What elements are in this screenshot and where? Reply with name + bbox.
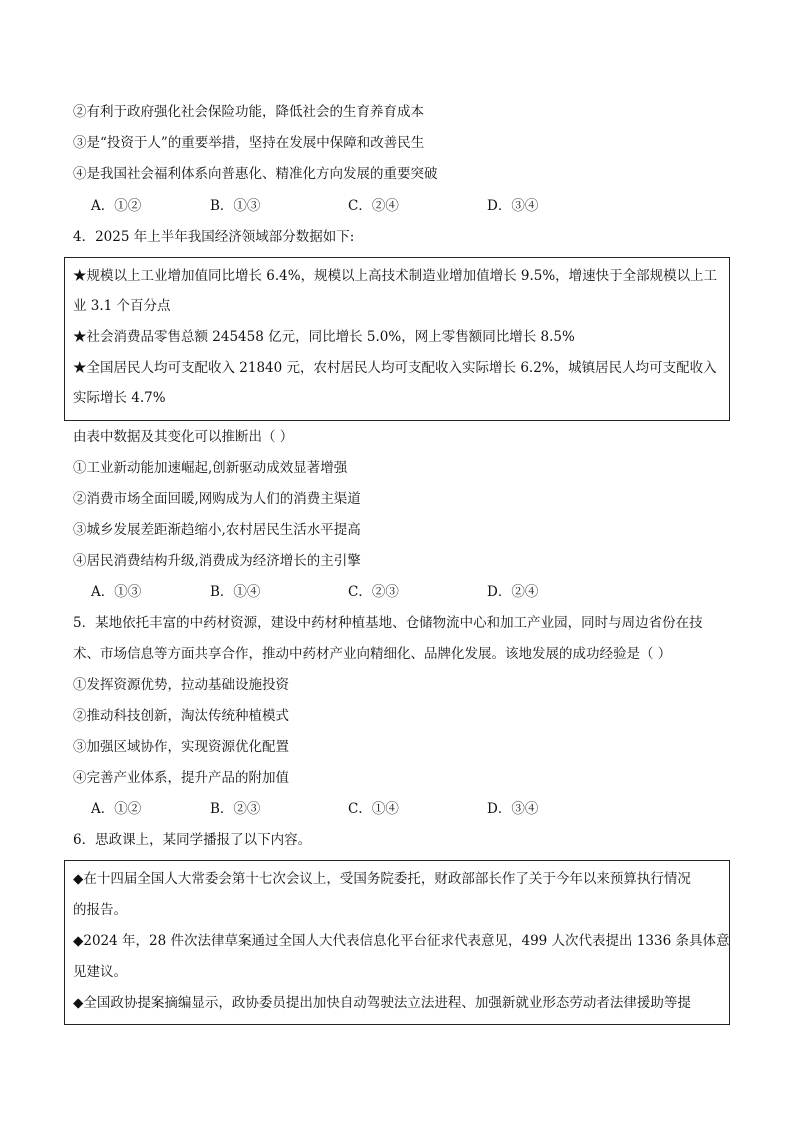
q5-option-b: B．②③ [210,801,261,817]
q4-data-box [64,257,730,421]
q4-box-line-2: 业 3.1 个百分点 [73,298,171,314]
q4-item-2: ②消费市场全面回暖,网购成为人们的消费主渠道 [73,491,361,507]
q4-box-line-1: ★规模以上工业增加值同比增长 6.4%，规模以上高技术制造业增加值增长 9.5%，增速快于全部规模以上工 [73,268,718,284]
q5-item-2: ②推动科技创新，淘汰传统种植模式 [73,708,289,724]
q4-option-b: B．①④ [210,584,261,600]
q3-item-3: ③是“投资于人”的重要举措，坚持在发展中保障和改善民生 [73,135,425,151]
q6-stem: 6．思政课上，某同学播报了以下内容。 [73,832,312,848]
q5-option-a: A．①② [91,801,142,817]
q6-box-line-1: ◆在十四届全国人大常委会第十七次会议上，受国务院委托，财政部部长作了关于今年以来预算执行情况 [73,871,691,887]
q5-stem-line-1: 5．某地依托丰富的中药材资源，建设中药材种植基地、仓储物流中心和加工产业园，同时与周边省份在技 [73,615,703,631]
q4-item-3: ③城乡发展差距渐趋缩小,农村居民生活水平提高 [73,522,361,538]
q6-box-line-3: ◆2024 年，28 件次法律草案通过全国人大代表信息化平台征求代表意见，499 人次代表提出 1336 条具体意 [73,933,730,949]
q4-option-c: C．②③ [348,584,399,600]
q3-item-4: ④是我国社会福利体系向普惠化、精准化方向发展的重要突破 [73,166,438,182]
q4-option-a: A．①③ [91,584,142,600]
q6-news-box [64,860,730,1025]
q3-option-b: B．①③ [210,198,261,214]
q3-option-d: D．③④ [487,198,539,214]
q3-option-c: C．②④ [348,198,399,214]
q3-item-2: ②有利于政府强化社会保险功能，降低社会的生育养育成本 [73,104,424,120]
q5-item-3: ③加强区域协作，实现资源优化配置 [73,739,289,755]
q3-option-a: A．①② [91,198,142,214]
q4-stem: 4．2025 年上半年我国经济领域部分数据如下: [73,229,355,245]
q4-item-1: ①工业新动能加速崛起,创新驱动成效显著增强 [73,460,348,476]
q6-box-line-2: 的报告。 [73,902,127,918]
q4-question: 由表中数据及其变化可以推断出（ ） [73,429,294,445]
q5-stem-line-2: 术、市场信息等方面共享合作，推动中药材产业向精细化、品牌化发展。该地发展的成功经验是（ ） [73,646,672,662]
q6-box-line-4: 见建议。 [73,964,127,980]
q5-option-d: D．③④ [487,801,539,817]
q5-item-4: ④完善产业体系，提升产品的附加值 [73,770,289,786]
q4-box-line-5: 实际增长 4.7% [73,390,166,406]
q3-options [91,196,611,216]
q5-options [91,799,611,819]
q4-box-line-4: ★全国居民人均可支配收入 21840 元，农村居民人均可支配收入实际增长 6.2%，城镇居民人均可支配收入 [73,360,717,376]
q5-option-c: C．①④ [348,801,399,817]
q4-box-line-3: ★社会消费品零售总额 245458 亿元，同比增长 5.0%，网上零售额同比增长 8.5% [73,329,575,345]
q4-options [91,582,611,602]
q4-option-d: D．②④ [487,584,539,600]
q4-item-4: ④居民消费结构升级,消费成为经济增长的主引擎 [73,553,361,569]
q5-item-1: ①发挥资源优势，拉动基础设施投资 [73,677,289,693]
q6-box-line-5: ◆全国政协提案摘编显示，政协委员提出加快自动驾驶法立法进程、加强新就业形态劳动者法律援助等提 [73,995,691,1011]
